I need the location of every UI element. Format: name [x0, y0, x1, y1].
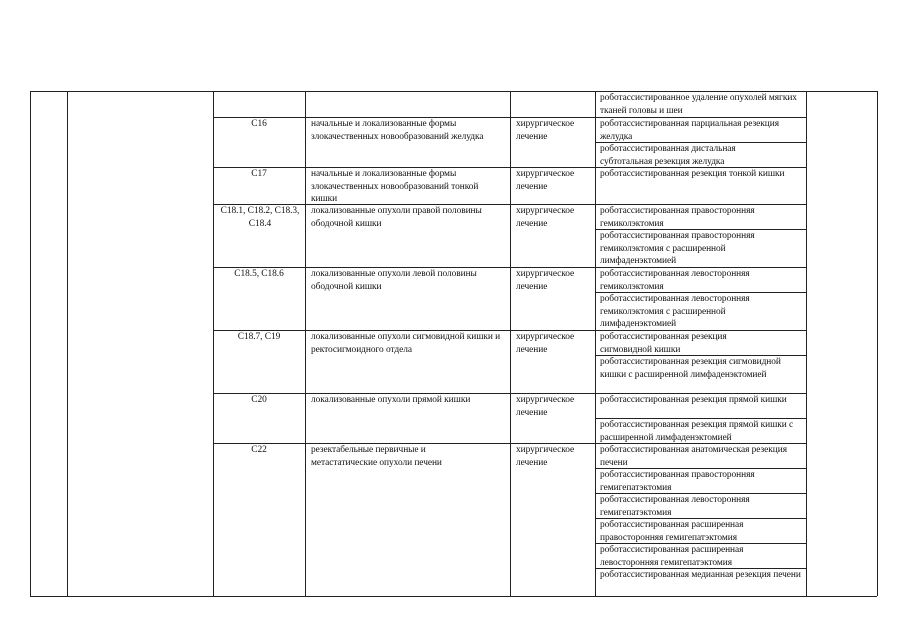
method-cell: роботассистированная расширенная правосторонняя гемигепатэктомия [600, 520, 744, 543]
method-cell: роботассистированная левосторонняя гемигепатэктомия [600, 495, 750, 518]
method-cell: роботассистированная медианная резекция печени [600, 570, 801, 580]
treatment-cell: хирургическое лечение [516, 269, 575, 292]
method-cell: роботассистированное удаление опухолей мягких тканей головы и шеи [600, 93, 797, 116]
column-border [30, 91, 31, 596]
table-bottom-border [30, 596, 877, 597]
treatment-cell: хирургическое лечение [516, 395, 575, 418]
diagnosis-cell: локализованные опухоли правой половины ободочной кишки [311, 206, 482, 229]
diagnosis-cell: локализованные опухоли левой половины ободочной кишки [311, 269, 477, 292]
column-border [67, 91, 68, 596]
treatment-cell: хирургическое лечение [516, 445, 575, 468]
method-cell: роботассистированная резекция тонкой кишки [600, 169, 785, 179]
diagnosis-cell: начальные и локализованные формы злокачественных новообразований тонкой кишки [311, 169, 479, 204]
diagnosis-cell: начальные и локализованные формы злокачественных новообразований желудка [311, 119, 484, 142]
treatment-cell: хирургическое лечение [516, 332, 575, 355]
code-cell: C20 [251, 395, 267, 405]
code-cell: C18.1, C18.2, C18.3, C18.4 [220, 206, 300, 229]
diagnosis-cell: локализованные опухоли прямой кишки [311, 395, 471, 405]
code-cell: C22 [251, 445, 267, 455]
method-cell: роботассистированная резекция прямой кишки с расширенной лимфаденэктомией [600, 420, 794, 443]
method-cell: роботассистированная резекция сигмовидной кишки [600, 332, 727, 355]
method-cell: роботассистированная правосторонняя гемигепатэктомия [600, 470, 755, 493]
treatment-cell: хирургическое лечение [516, 119, 575, 142]
code-cell: C18.7, C19 [237, 332, 281, 342]
code-cell: C16 [251, 119, 267, 129]
code-cell: C17 [251, 169, 267, 179]
treatment-cell: хирургическое лечение [516, 206, 575, 229]
method-cell: роботассистированная анатомическая резекция печени [600, 445, 787, 468]
code-cell: C18.5, C18.6 [234, 269, 284, 279]
treatment-cell: хирургическое лечение [516, 169, 575, 192]
diagnosis-cell: локализованные опухоли сигмовидной кишки и ректосигмоидного отдела [311, 332, 501, 355]
method-cell: роботассистированная левосторонняя гемиколэктомия с расширенной лимфаденэктомией [600, 294, 750, 329]
column-border [877, 91, 878, 596]
column-border [806, 91, 807, 596]
method-cell: роботассистированная дистальная субтотальная резекция желудка [600, 144, 736, 167]
method-cell: роботассистированная левосторонняя гемиколэктомия [600, 269, 750, 292]
method-cell: роботассистированная резекция сигмовидной кишки с расширенной лимфаденэктомией [600, 357, 781, 380]
method-cell: роботассистированная правосторонняя гемиколэктомия [600, 206, 755, 229]
method-cell: роботассистированная расширенная левосторонняя гемигепатэктомия [600, 545, 744, 568]
method-cell: роботассистированная парциальная резекция желудка [600, 119, 779, 142]
method-cell: роботассистированная резекция прямой кишки [600, 395, 787, 405]
method-cell: роботассистированная правосторонняя гемиколэктомия с расширенной лимфаденэктомией [600, 231, 755, 266]
diagnosis-cell: резектабельные первичные и метастатические опухоли печени [311, 445, 442, 468]
